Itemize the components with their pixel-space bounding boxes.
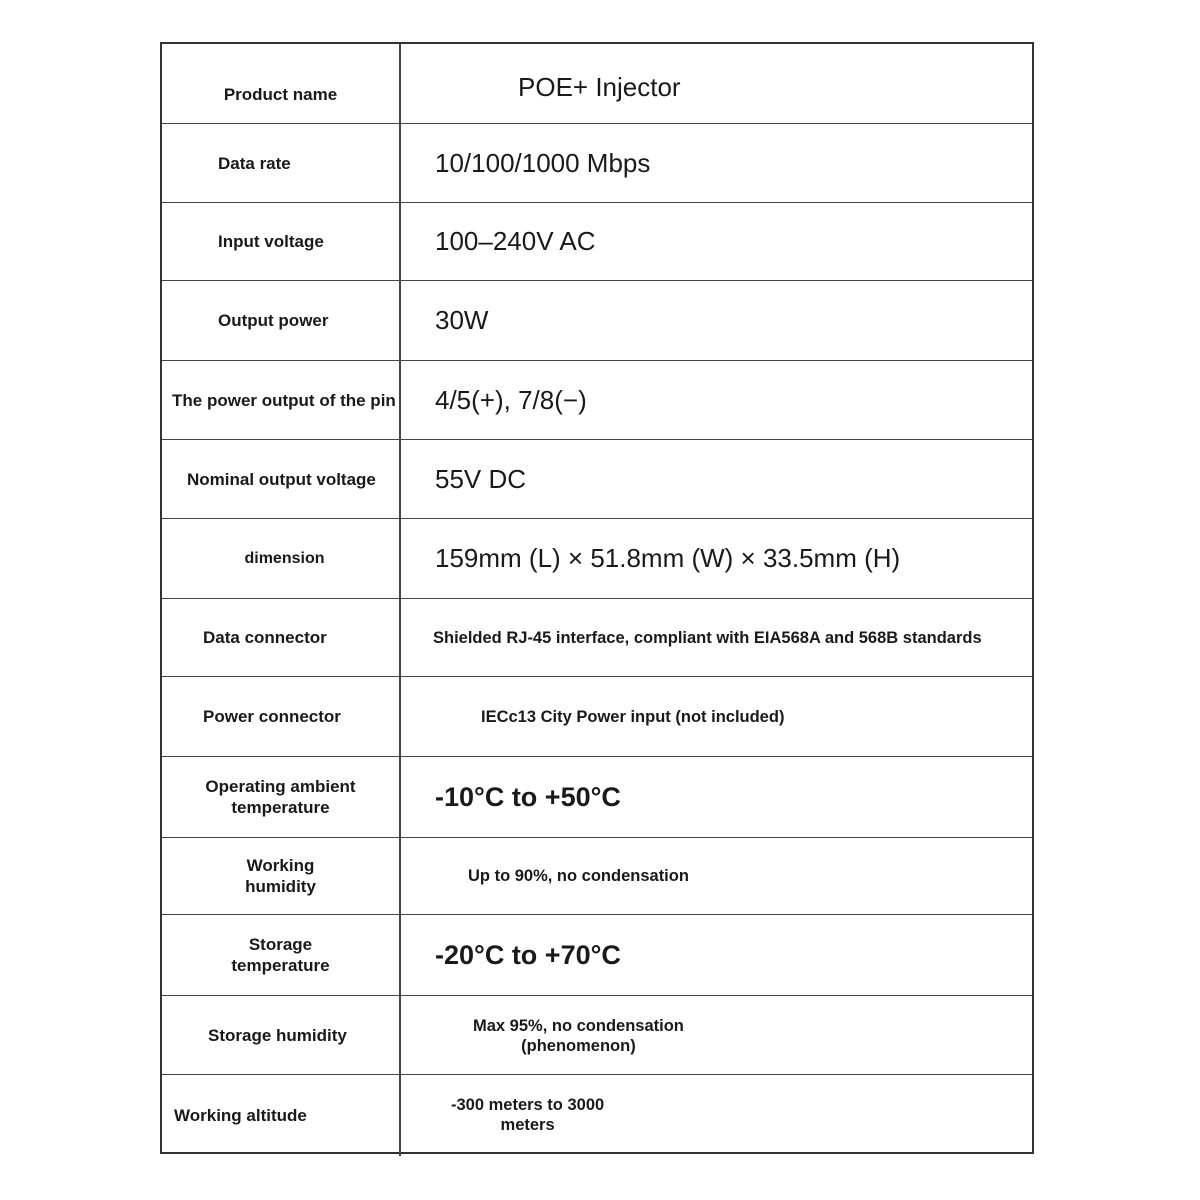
spec-label: Data rate xyxy=(162,124,401,203)
spec-label: Power connector xyxy=(162,677,401,757)
spec-value: -300 meters to 3000 meters xyxy=(451,1096,605,1134)
spec-label: Working humidity xyxy=(162,838,401,915)
spec-value: 30W xyxy=(401,281,1032,361)
spec-value: Shielded RJ-45 interface, compliant with EIA568A and 568B standards xyxy=(401,599,1032,677)
spec-label: dimension xyxy=(162,519,401,599)
spec-value: 10/100/1000 Mbps xyxy=(401,124,1032,203)
spec-label: Input voltage xyxy=(162,203,401,281)
spec-value: Up to 90%, no condensation xyxy=(401,838,1032,915)
spec-label: Storage humidity xyxy=(162,996,401,1075)
spec-value: -10°C to +50°C xyxy=(401,757,1032,838)
spec-label: The power output of the pin xyxy=(162,361,401,440)
spec-label: Output power xyxy=(162,281,401,361)
spec-label: Working altitude xyxy=(162,1075,401,1156)
spec-value: -20°C to +70°C xyxy=(401,915,1032,996)
spec-label: Product name xyxy=(162,44,401,124)
spec-value: 4/5(+), 7/8(−) xyxy=(401,361,1032,440)
spec-label: Nominal output voltage xyxy=(162,440,401,519)
spec-value: 159mm (L) × 51.8mm (W) × 33.5mm (H) xyxy=(401,519,1032,599)
spec-table xyxy=(160,42,1034,1154)
spec-value: IECc13 City Power input (not included) xyxy=(401,677,1032,757)
spec-value: POE+ Injector xyxy=(401,44,1032,124)
spec-label: Operating ambient temperature xyxy=(162,757,401,838)
spec-value: 55V DC xyxy=(401,440,1032,519)
spec-value: 100–240V AC xyxy=(401,203,1032,281)
spec-label: Storage temperature xyxy=(162,915,401,996)
spec-label: Data connector xyxy=(162,599,401,677)
spec-value: Max 95%, no condensation (phenomenon) xyxy=(401,996,1032,1075)
